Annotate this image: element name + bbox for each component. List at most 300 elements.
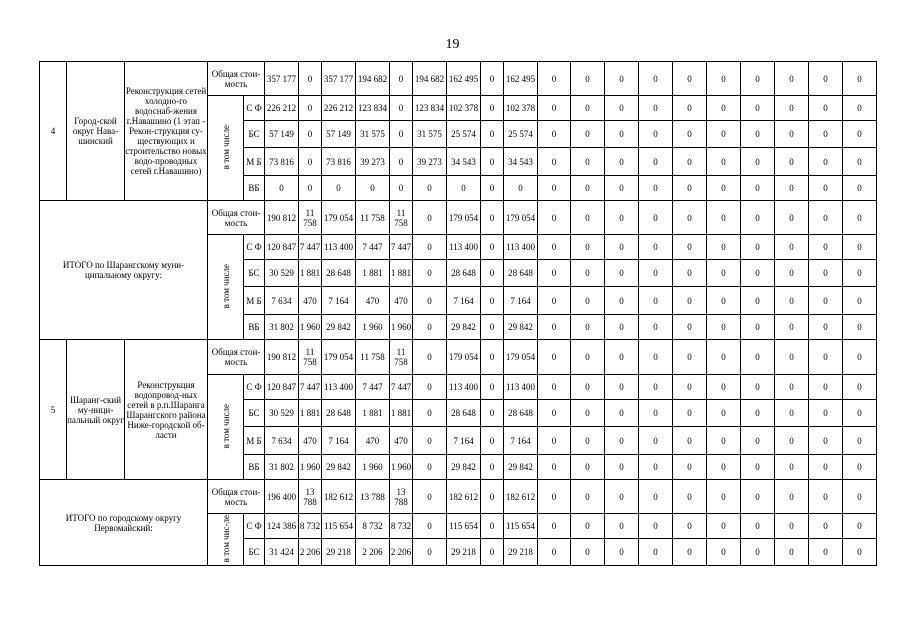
value-cell: 0: [605, 148, 639, 176]
value-cell: 0: [707, 260, 741, 287]
value-cell: 0: [673, 427, 707, 455]
value-cell: 0: [481, 514, 504, 539]
value-cell: 29 842: [322, 455, 356, 480]
value-cell: 0: [639, 121, 673, 148]
value-cell: 31 424: [265, 539, 299, 566]
value-cell: 29 218: [504, 539, 538, 566]
value-cell: 0: [843, 340, 877, 375]
value-cell: 0: [843, 121, 877, 148]
value-cell: 190 812: [265, 340, 299, 375]
value-cell: 0: [413, 176, 447, 201]
value-cell: 7 634: [265, 287, 299, 315]
including-text: в том чис-ле: [220, 514, 231, 563]
value-cell: 0: [843, 400, 877, 427]
total-cost-label: Общая стои-мость: [208, 480, 265, 514]
value-cell: 0: [741, 455, 775, 480]
value-cell: 0: [639, 375, 673, 400]
value-cell: 0: [481, 96, 504, 121]
value-cell: 29 842: [504, 455, 538, 480]
value-cell: 0: [390, 176, 413, 201]
value-cell: 25 574: [447, 121, 481, 148]
value-cell: 0: [538, 201, 571, 235]
project-description: Реконструкция сетей холодно-го водоснаб-жения г.Навашино (1 этап - Рекон-струкция су-ществующих и строительство новых водо-проводных сетей г.Навашино): [125, 62, 208, 201]
value-cell: 7 634: [265, 427, 299, 455]
value-cell: 0: [843, 287, 877, 315]
value-cell: 0: [707, 148, 741, 176]
value-cell: 1 881: [390, 260, 413, 287]
value-cell: 0: [538, 539, 571, 566]
value-cell: 179 054: [322, 340, 356, 375]
funding-source-label: С Ф: [244, 375, 265, 400]
including-label: [208, 375, 244, 480]
value-cell: 0: [639, 340, 673, 375]
value-cell: 31 575: [413, 121, 447, 148]
value-cell: 0: [741, 201, 775, 235]
value-cell: 0: [707, 96, 741, 121]
value-cell: 162 495: [504, 62, 538, 96]
value-cell: 0: [571, 176, 605, 201]
including-label: [208, 96, 244, 201]
value-cell: 0: [639, 148, 673, 176]
value-cell: 0: [481, 201, 504, 235]
funding-source-label: БС: [244, 400, 265, 427]
table-row: [40, 201, 905, 235]
row-number: 4: [40, 62, 67, 201]
value-cell: 0: [639, 260, 673, 287]
value-cell: 0: [673, 287, 707, 315]
municipality-name: Шаранг-ский му-ници-пальный округ: [67, 340, 125, 480]
value-cell: 0: [605, 96, 639, 121]
value-cell: 0: [571, 375, 605, 400]
value-cell: 0: [673, 480, 707, 514]
value-cell: 0: [775, 121, 809, 148]
value-cell: 0: [775, 340, 809, 375]
value-cell: 0: [673, 260, 707, 287]
value-cell: 115 654: [447, 514, 481, 539]
value-cell: 357 177: [265, 62, 299, 96]
value-cell: 0: [809, 62, 843, 96]
value-cell: 470: [356, 287, 390, 315]
value-cell: 113 400: [447, 235, 481, 260]
value-cell: 190 812: [265, 201, 299, 235]
value-cell: 0: [741, 62, 775, 96]
value-cell: 0: [809, 201, 843, 235]
table-row: [40, 340, 905, 375]
value-cell: 0: [639, 287, 673, 315]
value-cell: 0: [390, 62, 413, 96]
value-cell: 0: [481, 121, 504, 148]
value-cell: 7 164: [504, 427, 538, 455]
including-text: в том числе: [220, 403, 231, 449]
value-cell: 0: [571, 400, 605, 427]
value-cell: 0: [571, 480, 605, 514]
value-cell: 123 834: [413, 96, 447, 121]
value-cell: 0: [843, 176, 877, 201]
value-cell: 0: [571, 287, 605, 315]
funding-source-label: ВБ: [244, 455, 265, 480]
value-cell: 0: [741, 260, 775, 287]
value-cell: 0: [809, 375, 843, 400]
value-cell: 0: [741, 235, 775, 260]
value-cell: 0: [571, 427, 605, 455]
value-cell: 11 758: [356, 340, 390, 375]
value-cell: 0: [571, 455, 605, 480]
value-cell: 194 682: [356, 62, 390, 96]
value-cell: 1 960: [356, 315, 390, 340]
value-cell: 113 400: [322, 375, 356, 400]
value-cell: 39 273: [413, 148, 447, 176]
value-cell: 0: [707, 400, 741, 427]
value-cell: 0: [447, 176, 481, 201]
value-cell: 28 648: [447, 260, 481, 287]
value-cell: 0: [571, 201, 605, 235]
value-cell: 0: [639, 315, 673, 340]
value-cell: 73 816: [265, 148, 299, 176]
value-cell: 0: [538, 96, 571, 121]
value-cell: 470: [356, 427, 390, 455]
value-cell: 0: [673, 514, 707, 539]
value-cell: 0: [809, 121, 843, 148]
value-cell: 0: [809, 176, 843, 201]
itogo-title: ИТОГО по городскому округу Первомайский:: [40, 480, 208, 566]
funding-source-label: БС: [244, 121, 265, 148]
value-cell: 0: [707, 62, 741, 96]
including-label: [208, 235, 244, 340]
value-cell: 0: [809, 315, 843, 340]
value-cell: 0: [538, 287, 571, 315]
value-cell: 0: [605, 340, 639, 375]
value-cell: 0: [538, 235, 571, 260]
value-cell: 7 447: [390, 235, 413, 260]
value-cell: 0: [605, 260, 639, 287]
value-cell: 182 612: [447, 480, 481, 514]
funding-source-label: С Ф: [244, 514, 265, 539]
value-cell: 0: [390, 121, 413, 148]
value-cell: 0: [639, 201, 673, 235]
value-cell: 102 378: [504, 96, 538, 121]
value-cell: 0: [571, 96, 605, 121]
value-cell: 0: [538, 121, 571, 148]
value-cell: 0: [481, 480, 504, 514]
value-cell: 0: [707, 121, 741, 148]
value-cell: 13 788: [356, 480, 390, 514]
funding-source-label: С Ф: [244, 235, 265, 260]
value-cell: 0: [481, 427, 504, 455]
value-cell: 0: [390, 148, 413, 176]
value-cell: 0: [605, 235, 639, 260]
value-cell: 34 543: [447, 148, 481, 176]
value-cell: 0: [413, 514, 447, 539]
value-cell: 120 847: [265, 235, 299, 260]
value-cell: 0: [673, 121, 707, 148]
value-cell: 0: [538, 427, 571, 455]
value-cell: 0: [605, 427, 639, 455]
value-cell: 0: [741, 539, 775, 566]
value-cell: 0: [741, 514, 775, 539]
value-cell: 0: [356, 176, 390, 201]
value-cell: 0: [775, 400, 809, 427]
value-cell: 31 575: [356, 121, 390, 148]
value-cell: 1 960: [299, 315, 322, 340]
value-cell: 0: [707, 340, 741, 375]
value-cell: 113 400: [322, 235, 356, 260]
value-cell: 28 648: [504, 260, 538, 287]
value-cell: 13 788: [299, 480, 322, 514]
value-cell: 0: [639, 539, 673, 566]
value-cell: 0: [673, 455, 707, 480]
value-cell: 0: [775, 235, 809, 260]
value-cell: 0: [605, 375, 639, 400]
value-cell: 470: [299, 427, 322, 455]
value-cell: 0: [809, 235, 843, 260]
value-cell: 179 054: [447, 340, 481, 375]
value-cell: 0: [809, 514, 843, 539]
value-cell: 0: [775, 315, 809, 340]
value-cell: 0: [413, 260, 447, 287]
value-cell: 113 400: [504, 235, 538, 260]
value-cell: 8 732: [356, 514, 390, 539]
value-cell: 29 218: [447, 539, 481, 566]
value-cell: 0: [775, 539, 809, 566]
value-cell: 34 543: [504, 148, 538, 176]
value-cell: 0: [481, 375, 504, 400]
including-text: в том числе: [220, 124, 231, 170]
value-cell: 0: [809, 260, 843, 287]
value-cell: 0: [481, 260, 504, 287]
value-cell: 0: [413, 375, 447, 400]
value-cell: 39 273: [356, 148, 390, 176]
value-cell: 0: [538, 176, 571, 201]
value-cell: 8 732: [390, 514, 413, 539]
value-cell: 0: [265, 176, 299, 201]
value-cell: 0: [673, 539, 707, 566]
value-cell: 0: [571, 315, 605, 340]
value-cell: 7 447: [356, 375, 390, 400]
value-cell: 0: [707, 455, 741, 480]
value-cell: 0: [299, 148, 322, 176]
value-cell: 0: [843, 201, 877, 235]
value-cell: 0: [741, 148, 775, 176]
value-cell: 0: [605, 201, 639, 235]
value-cell: 0: [538, 455, 571, 480]
value-cell: 0: [481, 235, 504, 260]
value-cell: 7 447: [390, 375, 413, 400]
value-cell: 120 847: [265, 375, 299, 400]
value-cell: 57 149: [265, 121, 299, 148]
value-cell: 7 164: [447, 427, 481, 455]
value-cell: 7 164: [504, 287, 538, 315]
row-number: 5: [40, 340, 67, 480]
value-cell: 123 834: [356, 96, 390, 121]
value-cell: 0: [843, 235, 877, 260]
value-cell: 0: [504, 176, 538, 201]
value-cell: 0: [843, 96, 877, 121]
value-cell: 29 218: [322, 539, 356, 566]
value-cell: 0: [481, 455, 504, 480]
value-cell: 0: [741, 121, 775, 148]
value-cell: 470: [299, 287, 322, 315]
value-cell: 0: [843, 260, 877, 287]
value-cell: 0: [413, 315, 447, 340]
value-cell: 28 648: [504, 400, 538, 427]
value-cell: 0: [843, 148, 877, 176]
value-cell: 0: [741, 176, 775, 201]
value-cell: 0: [413, 400, 447, 427]
value-cell: 0: [673, 315, 707, 340]
value-cell: 0: [639, 480, 673, 514]
funding-source-label: БС: [244, 539, 265, 566]
value-cell: 0: [843, 514, 877, 539]
value-cell: 1 881: [299, 260, 322, 287]
value-cell: 0: [741, 340, 775, 375]
total-cost-label: Общая стои-мость: [208, 201, 265, 235]
value-cell: 0: [413, 340, 447, 375]
value-cell: 357 177: [322, 62, 356, 96]
value-cell: 470: [390, 427, 413, 455]
value-cell: 0: [571, 121, 605, 148]
value-cell: 182 612: [504, 480, 538, 514]
value-cell: 11 758: [299, 340, 322, 375]
value-cell: 0: [707, 539, 741, 566]
value-cell: 0: [390, 96, 413, 121]
value-cell: 196 400: [265, 480, 299, 514]
value-cell: 194 682: [413, 62, 447, 96]
municipality-name: Город-ской округ Нава-шинский: [67, 62, 125, 201]
value-cell: 0: [843, 62, 877, 96]
value-cell: 0: [571, 148, 605, 176]
value-cell: 29 842: [322, 315, 356, 340]
value-cell: 0: [481, 400, 504, 427]
value-cell: 0: [741, 315, 775, 340]
value-cell: 0: [775, 375, 809, 400]
value-cell: 124 386: [265, 514, 299, 539]
value-cell: 0: [322, 176, 356, 201]
table-row: [40, 62, 905, 96]
value-cell: 0: [639, 96, 673, 121]
value-cell: 30 529: [265, 260, 299, 287]
including-text: в том числе: [220, 263, 231, 309]
value-cell: 0: [809, 455, 843, 480]
value-cell: 0: [843, 480, 877, 514]
value-cell: 0: [707, 315, 741, 340]
value-cell: 0: [809, 148, 843, 176]
value-cell: 179 054: [504, 201, 538, 235]
value-cell: 7 447: [299, 235, 322, 260]
value-cell: 0: [741, 427, 775, 455]
value-cell: 28 648: [322, 260, 356, 287]
funding-source-label: М Б: [244, 427, 265, 455]
value-cell: 0: [413, 287, 447, 315]
value-cell: 0: [605, 455, 639, 480]
value-cell: 0: [673, 148, 707, 176]
value-cell: 1 881: [356, 260, 390, 287]
value-cell: 0: [605, 121, 639, 148]
value-cell: 0: [538, 148, 571, 176]
funding-source-label: М Б: [244, 148, 265, 176]
value-cell: 31 802: [265, 455, 299, 480]
value-cell: 0: [481, 539, 504, 566]
value-cell: 0: [481, 340, 504, 375]
value-cell: 0: [809, 427, 843, 455]
value-cell: 0: [413, 539, 447, 566]
value-cell: 28 648: [322, 400, 356, 427]
value-cell: 0: [299, 121, 322, 148]
value-cell: 11 758: [299, 201, 322, 235]
value-cell: 0: [571, 514, 605, 539]
value-cell: 179 054: [322, 201, 356, 235]
value-cell: 0: [639, 514, 673, 539]
value-cell: 0: [571, 340, 605, 375]
value-cell: 0: [605, 315, 639, 340]
value-cell: 2 206: [299, 539, 322, 566]
value-cell: 0: [843, 455, 877, 480]
itogo-title: ИТОГО по Шарангскому муни-ципальному округу:: [40, 201, 208, 340]
value-cell: 0: [538, 375, 571, 400]
value-cell: 0: [843, 427, 877, 455]
value-cell: 11 758: [390, 201, 413, 235]
value-cell: 0: [741, 480, 775, 514]
financing-table: [39, 61, 905, 566]
value-cell: 25 574: [504, 121, 538, 148]
value-cell: 0: [481, 176, 504, 201]
value-cell: 0: [775, 427, 809, 455]
value-cell: 73 816: [322, 148, 356, 176]
value-cell: 0: [538, 400, 571, 427]
value-cell: 102 378: [447, 96, 481, 121]
value-cell: 0: [775, 287, 809, 315]
value-cell: 0: [775, 176, 809, 201]
value-cell: 0: [299, 176, 322, 201]
value-cell: 226 212: [265, 96, 299, 121]
value-cell: 0: [741, 287, 775, 315]
value-cell: 0: [741, 375, 775, 400]
value-cell: 29 842: [504, 315, 538, 340]
value-cell: 0: [299, 96, 322, 121]
value-cell: 0: [809, 287, 843, 315]
value-cell: 0: [775, 455, 809, 480]
value-cell: 0: [741, 400, 775, 427]
value-cell: 0: [481, 148, 504, 176]
value-cell: 0: [481, 62, 504, 96]
value-cell: 2 206: [356, 539, 390, 566]
value-cell: 0: [843, 539, 877, 566]
value-cell: 8 732: [299, 514, 322, 539]
value-cell: 0: [707, 287, 741, 315]
value-cell: 0: [843, 315, 877, 340]
value-cell: 1 881: [356, 400, 390, 427]
value-cell: 0: [673, 176, 707, 201]
value-cell: 0: [707, 235, 741, 260]
value-cell: 0: [639, 62, 673, 96]
value-cell: 115 654: [504, 514, 538, 539]
total-cost-label: Общая стои-мость: [208, 62, 265, 96]
value-cell: 7 164: [322, 427, 356, 455]
value-cell: 0: [707, 375, 741, 400]
value-cell: 0: [707, 201, 741, 235]
value-cell: 0: [413, 235, 447, 260]
total-cost-label: Общая стои-мость: [208, 340, 265, 375]
value-cell: 0: [775, 260, 809, 287]
value-cell: 0: [775, 148, 809, 176]
table-row: [40, 480, 905, 514]
value-cell: 0: [538, 340, 571, 375]
value-cell: 1 881: [390, 400, 413, 427]
value-cell: 0: [639, 235, 673, 260]
value-cell: 31 802: [265, 315, 299, 340]
value-cell: 0: [809, 480, 843, 514]
value-cell: 0: [673, 201, 707, 235]
value-cell: 0: [538, 260, 571, 287]
